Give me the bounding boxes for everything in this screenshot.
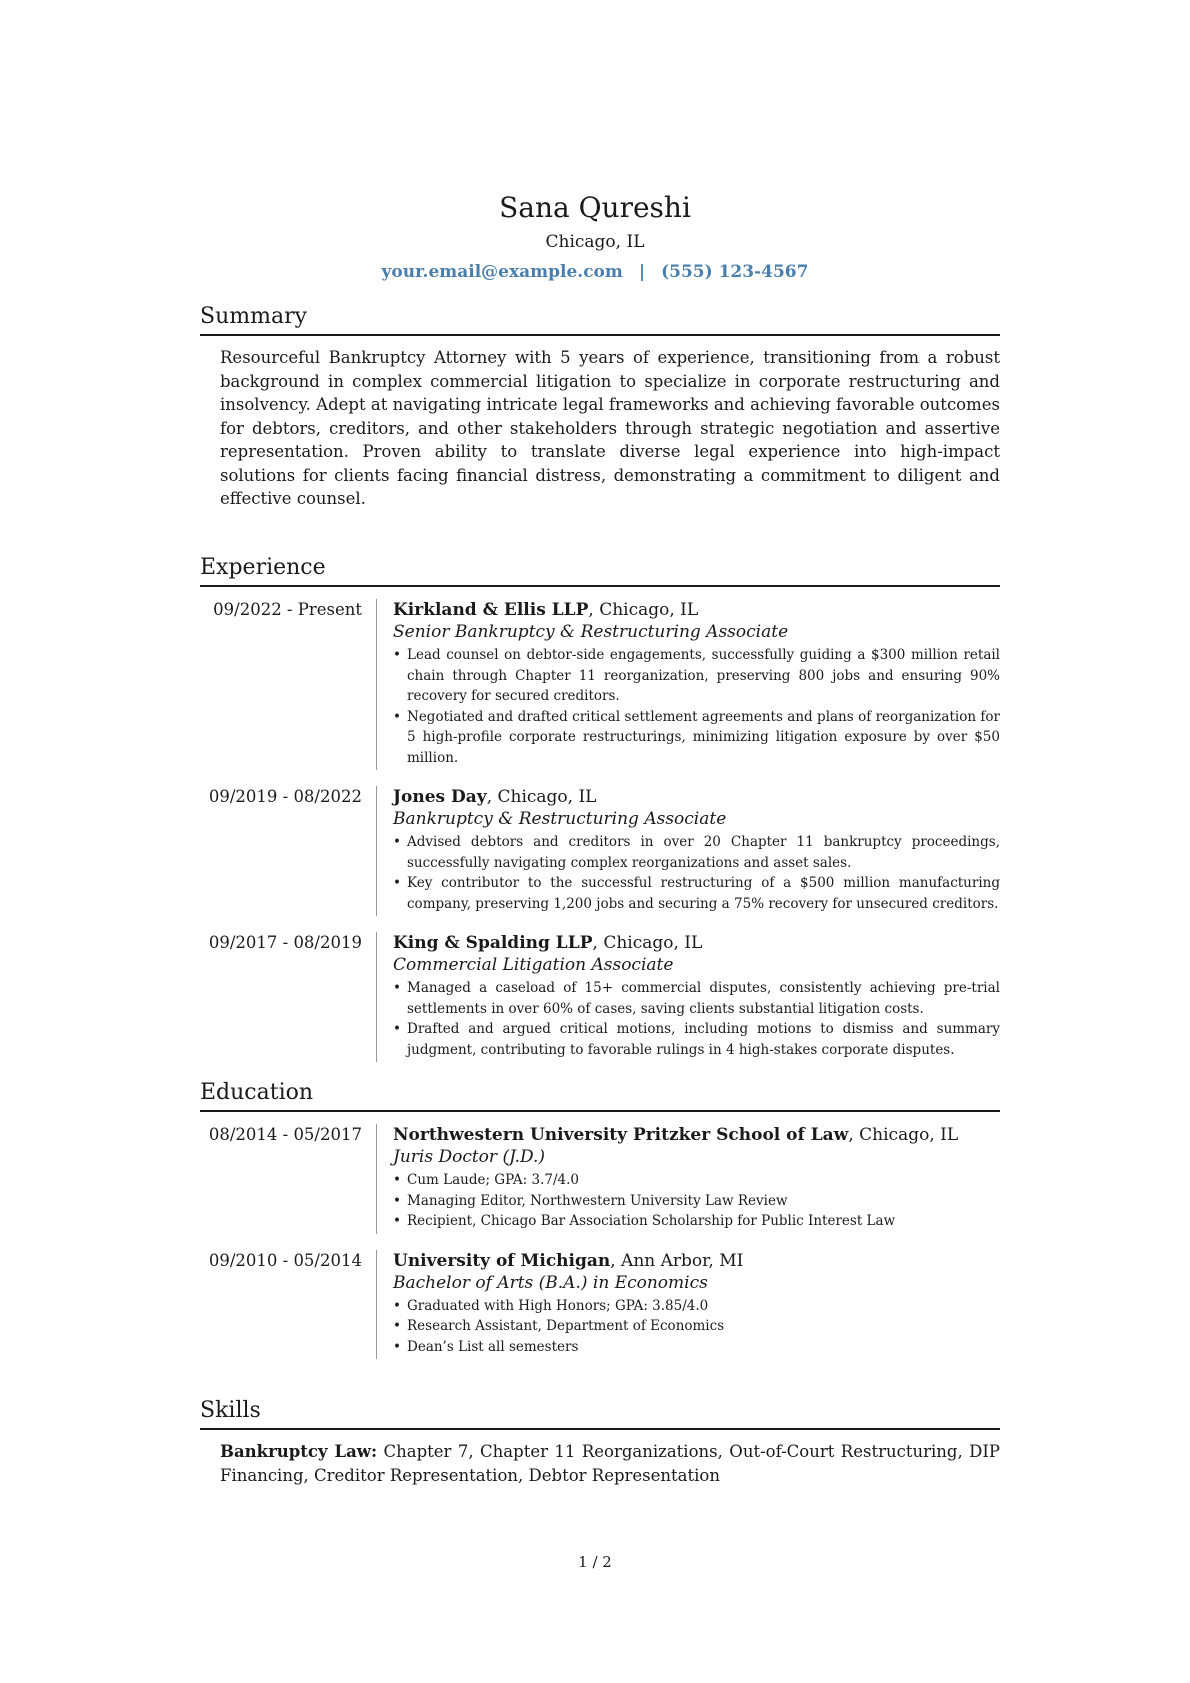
experience-entry (200, 932, 1000, 1062)
bullet-text: Dean’s List all semesters (407, 1338, 579, 1355)
entry-body (376, 786, 1000, 916)
bullet-item (393, 1019, 1000, 1060)
entry-role: Juris Doctor (J.D.) (393, 1147, 546, 1167)
section-title-education: Education (200, 1080, 314, 1105)
bullet-item (393, 1211, 1000, 1232)
summary-section (200, 302, 1000, 511)
bullet-icon: • (393, 1297, 401, 1314)
bullet-text: Managing Editor, Northwestern University Law Review (407, 1192, 788, 1209)
entry-dates: 09/2019 - 08/2022 (208, 787, 362, 806)
entry-organization: Jones Day (393, 787, 487, 807)
bullet-item (393, 1191, 1000, 1212)
bullet-text: Key contributor to the successful restructuring of a $500 million manufacturing company, preserving 1,200 jobs and securing a 75% recovery for unsecured creditors. (407, 875, 1000, 912)
education-list (200, 1124, 1000, 1359)
entry-heading (393, 599, 1000, 621)
entry-heading (393, 1124, 1000, 1146)
bullet-text: Lead counsel on debtor-side engagements, successfully guiding a $300 million retail chain through Chapter 11 reorganization, preserving 800 jobs and ensuring 90% recovery for secured creditors. (407, 647, 1000, 704)
bullet-text: Drafted and argued critical motions, including motions to dismiss and summary judgment, contributing to favorable rulings in 4 high-stakes corporate disputes. (407, 1021, 1000, 1058)
entry-dates: 09/2017 - 08/2019 (208, 933, 362, 952)
experience-entry (200, 599, 1000, 770)
resume-header (0, 190, 1190, 284)
entry-body (376, 932, 1000, 1062)
bullet-icon: • (393, 1213, 401, 1229)
bullet-item (393, 1296, 1000, 1317)
bullet-icon: • (393, 647, 401, 663)
education-section (200, 1078, 1000, 1375)
entry-location: , Ann Arbor, MI (610, 1250, 744, 1271)
bullet-text: Negotiated and drafted critical settlement agreements and plans of reorganization for 5 high-profile corporate restructurings, minimizing litigation exposure by over $50 million. (407, 708, 1000, 766)
entry-body (376, 1250, 1000, 1360)
entry-location: , Chicago, IL (592, 933, 703, 953)
section-title-summary: Summary (200, 304, 308, 329)
bullet-item (393, 1337, 1000, 1358)
bullet-item (393, 873, 1000, 914)
education-entry (200, 1250, 1000, 1360)
bullet-text: Managed a caseload of 15+ commercial disputes, consistently achieving pre-trial settlements in over 60% of cases, saving clients substantial litigation costs. (407, 980, 1000, 1017)
bullet-item (393, 645, 1000, 707)
entry-role: Senior Bankruptcy & Restructuring Associate (393, 622, 789, 642)
experience-list (200, 599, 1000, 1062)
entry-bullet-list (393, 832, 1000, 914)
entry-bullet-list (393, 1296, 1000, 1358)
skills-section (200, 1396, 1000, 1487)
bullet-item (393, 707, 1000, 769)
entry-body (376, 1124, 1000, 1234)
entry-bullet-list (393, 645, 1000, 768)
entry-role: Bankruptcy & Restructuring Associate (393, 809, 727, 829)
bullet-text: Research Assistant, Department of Economics (407, 1318, 725, 1334)
entry-organization: King & Spalding LLP (393, 933, 593, 953)
phone-link[interactable]: (555) 123-4567 (661, 262, 809, 282)
entry-bullet-list (393, 978, 1000, 1060)
page-number: 1 / 2 (578, 1553, 612, 1571)
entry-dates: 08/2014 - 05/2017 (208, 1125, 362, 1144)
entry-heading (393, 932, 1000, 954)
bullet-text: Graduated with High Honors; GPA: 3.85/4.0 (407, 1297, 709, 1314)
bullet-icon: • (393, 1338, 401, 1355)
bullet-icon: • (393, 834, 401, 850)
experience-section (200, 553, 1000, 1078)
entry-bullet-list (393, 1170, 1000, 1232)
education-entry (200, 1124, 1000, 1234)
entry-location: , Chicago, IL (486, 787, 597, 807)
candidate-name: Sana Qureshi (499, 191, 691, 224)
summary-text: Resourceful Bankruptcy Attorney with 5 years of experience, transitioning from a robust background in complex commercial litigation to specialize in corporate restructuring and insolvency. Adept at navigating intricate legal frameworks and achieving favorable outcomes for debtors, creditors, and other stakeholders through strategic negotiation and assertive representation. Proven ability to translate diverse legal experience into high-impact solutions for clients facing financial distress, demonstrating a commitment to diligent and effective counsel. (220, 348, 1000, 508)
bullet-icon: • (393, 1318, 401, 1334)
skills-text (220, 1440, 1000, 1487)
contact-separator: | (638, 262, 646, 282)
bullet-icon: • (393, 708, 401, 725)
entry-organization: Northwestern University Pritzker School of Law (393, 1125, 849, 1145)
bullet-text: Cum Laude; GPA: 3.7/4.0 (407, 1172, 579, 1188)
section-divider (200, 334, 1000, 336)
entry-role: Bachelor of Arts (B.A.) in Economics (393, 1272, 708, 1293)
entry-heading (393, 1250, 1000, 1272)
bullet-item (393, 1316, 1000, 1337)
entry-heading (393, 786, 1000, 808)
skills-category: Bankruptcy Law: (220, 1442, 378, 1461)
bullet-item (393, 978, 1000, 1019)
entry-dates: 09/2022 - Present (213, 600, 362, 619)
skills-items: Chapter 7, Chapter 11 Reorganizations, Out-of-Court Restructuring, DIP Financing, Creditor Representation, Debtor Representation (220, 1442, 1000, 1485)
bullet-item (393, 832, 1000, 873)
bullet-icon: • (393, 875, 401, 891)
experience-entry (200, 786, 1000, 916)
contact-line (0, 260, 1190, 284)
section-title-skills: Skills (200, 1398, 261, 1423)
entry-role: Commercial Litigation Associate (393, 955, 674, 975)
section-title-experience: Experience (200, 555, 326, 580)
section-divider (200, 1428, 1000, 1430)
candidate-location: Chicago, IL (545, 232, 645, 252)
email-link[interactable]: your.email@example.com (381, 262, 623, 282)
entry-organization: Kirkland & Ellis LLP (393, 600, 589, 620)
bullet-icon: • (393, 1021, 401, 1037)
entry-organization: University of Michigan (393, 1250, 611, 1271)
bullet-icon: • (393, 1192, 401, 1209)
section-divider (200, 585, 1000, 587)
bullet-icon: • (393, 1172, 401, 1188)
entry-body (376, 599, 1000, 770)
entry-location: , Chicago, IL (588, 600, 699, 620)
entry-location: , Chicago, IL (848, 1125, 959, 1145)
bullet-item (393, 1170, 1000, 1191)
bullet-text: Recipient, Chicago Bar Association Scholarship for Public Interest Law (407, 1213, 896, 1229)
entry-dates: 09/2010 - 05/2014 (208, 1250, 362, 1270)
section-divider (200, 1110, 1000, 1112)
bullet-text: Advised debtors and creditors in over 20 Chapter 11 bankruptcy proceedings, successfully navigating complex reorganizations and asset sales. (407, 834, 1000, 871)
bullet-icon: • (393, 980, 401, 996)
